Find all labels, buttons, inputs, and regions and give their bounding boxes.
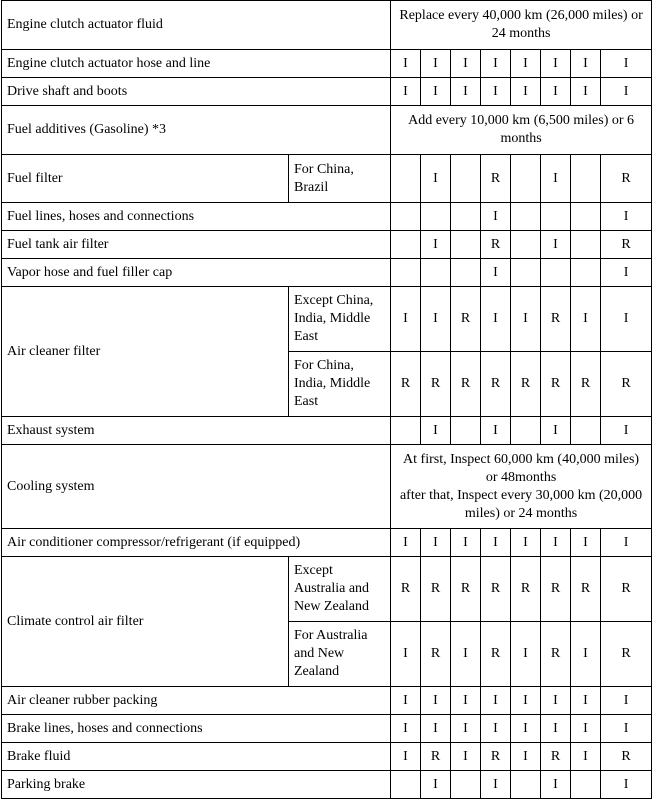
- interval-mark: I: [421, 287, 451, 352]
- item-label: Parking brake: [2, 771, 391, 799]
- interval-mark: R: [511, 352, 541, 417]
- interval-mark: I: [451, 529, 481, 557]
- interval-mark: I: [571, 529, 601, 557]
- interval-mark: I: [421, 50, 451, 78]
- interval-mark: [511, 203, 541, 231]
- interval-mark: R: [451, 287, 481, 352]
- interval-mark: I: [511, 529, 541, 557]
- interval-mark: R: [481, 743, 511, 771]
- item-label: Fuel filter: [2, 155, 289, 203]
- interval-mark: I: [421, 715, 451, 743]
- interval-mark: I: [541, 771, 571, 799]
- interval-mark: I: [601, 687, 652, 715]
- interval-mark: [391, 771, 421, 799]
- interval-mark: I: [451, 687, 481, 715]
- interval-mark: I: [481, 687, 511, 715]
- interval-mark: I: [571, 687, 601, 715]
- item-label: Vapor hose and fuel filler cap: [2, 259, 391, 287]
- interval-mark: R: [481, 352, 511, 417]
- maintenance-schedule-table: [1, 0, 652, 799]
- table-row: [2, 78, 652, 106]
- item-label: Engine clutch actuator fluid: [2, 1, 391, 50]
- interval-mark: [571, 771, 601, 799]
- interval-mark: I: [571, 50, 601, 78]
- table-row: [2, 771, 652, 799]
- item-label: Fuel lines, hoses and connections: [2, 203, 391, 231]
- item-label: Exhaust system: [2, 417, 391, 445]
- table-row: [2, 445, 652, 529]
- interval-mark: [571, 155, 601, 203]
- interval-mark: I: [421, 529, 451, 557]
- interval-mark: [571, 231, 601, 259]
- interval-mark: R: [601, 352, 652, 417]
- interval-mark: R: [601, 557, 652, 622]
- interval-mark: [391, 231, 421, 259]
- interval-mark: I: [571, 743, 601, 771]
- interval-mark: [451, 259, 481, 287]
- interval-note-line: At first, Inspect 60,000 km (40,000 miles) or 48months: [403, 451, 640, 485]
- interval-mark: I: [481, 78, 511, 106]
- item-label: Cooling system: [2, 445, 391, 529]
- interval-mark: I: [481, 771, 511, 799]
- interval-mark: I: [481, 287, 511, 352]
- interval-mark: I: [571, 715, 601, 743]
- interval-mark: I: [421, 687, 451, 715]
- interval-mark: I: [541, 529, 571, 557]
- item-label: Fuel additives (Gasoline) *3: [2, 106, 391, 155]
- interval-mark: [451, 231, 481, 259]
- interval-mark: I: [511, 50, 541, 78]
- interval-mark: R: [481, 622, 511, 687]
- interval-mark: [571, 259, 601, 287]
- interval-mark: I: [541, 231, 571, 259]
- table-row: [2, 106, 652, 155]
- table-row: [2, 529, 652, 557]
- table-row: [2, 417, 652, 445]
- table-row: [2, 155, 652, 203]
- interval-mark: R: [541, 743, 571, 771]
- interval-mark: I: [451, 743, 481, 771]
- table-row: [2, 743, 652, 771]
- item-label: Drive shaft and boots: [2, 78, 391, 106]
- interval-note: Add every 10,000 km (6,500 miles) or 6 months: [391, 106, 652, 155]
- interval-mark: I: [481, 715, 511, 743]
- item-condition: Except China, India, Middle East: [289, 287, 391, 352]
- interval-mark: [511, 771, 541, 799]
- table-row: [2, 50, 652, 78]
- interval-mark: I: [511, 622, 541, 687]
- interval-mark: I: [541, 687, 571, 715]
- interval-mark: I: [481, 203, 511, 231]
- interval-mark: I: [421, 231, 451, 259]
- interval-mark: I: [601, 771, 652, 799]
- interval-mark: I: [391, 687, 421, 715]
- interval-mark: I: [571, 622, 601, 687]
- interval-mark: R: [421, 622, 451, 687]
- interval-mark: I: [481, 259, 511, 287]
- interval-mark: R: [541, 287, 571, 352]
- interval-mark: I: [421, 78, 451, 106]
- interval-mark: I: [451, 715, 481, 743]
- item-label: Air cleaner rubber packing: [2, 687, 391, 715]
- interval-mark: [571, 203, 601, 231]
- interval-mark: I: [541, 417, 571, 445]
- table-row: [2, 1, 652, 50]
- interval-mark: R: [451, 557, 481, 622]
- interval-mark: [511, 259, 541, 287]
- item-condition: For Australia and New Zealand: [289, 622, 391, 687]
- interval-mark: R: [601, 155, 652, 203]
- schedule-body: [2, 1, 652, 799]
- item-label: Air conditioner compressor/refrigerant (if equipped): [2, 529, 391, 557]
- interval-mark: [421, 203, 451, 231]
- interval-note-line: after that, Inspect every 30,000 km (20,000 miles) or 24 months: [399, 487, 643, 521]
- table-row: [2, 687, 652, 715]
- interval-mark: R: [571, 557, 601, 622]
- item-condition: For China, India, Middle East: [289, 352, 391, 417]
- interval-mark: I: [571, 287, 601, 352]
- interval-mark: I: [601, 203, 652, 231]
- interval-mark: I: [601, 529, 652, 557]
- interval-mark: I: [451, 622, 481, 687]
- interval-mark: I: [601, 259, 652, 287]
- interval-mark: I: [511, 78, 541, 106]
- interval-mark: R: [511, 557, 541, 622]
- interval-mark: I: [601, 78, 652, 106]
- interval-mark: [541, 259, 571, 287]
- interval-mark: [391, 417, 421, 445]
- interval-mark: I: [541, 78, 571, 106]
- table-row: [2, 557, 652, 622]
- interval-mark: [541, 203, 571, 231]
- interval-mark: R: [541, 557, 571, 622]
- interval-mark: I: [421, 417, 451, 445]
- item-label: Brake lines, hoses and connections: [2, 715, 391, 743]
- interval-mark: I: [541, 155, 571, 203]
- interval-mark: I: [601, 287, 652, 352]
- interval-mark: I: [601, 417, 652, 445]
- interval-mark: [391, 259, 421, 287]
- interval-mark: [571, 417, 601, 445]
- interval-mark: R: [391, 557, 421, 622]
- interval-mark: R: [421, 557, 451, 622]
- interval-mark: I: [451, 50, 481, 78]
- interval-mark: I: [391, 78, 421, 106]
- interval-mark: R: [391, 352, 421, 417]
- interval-mark: [451, 417, 481, 445]
- interval-note: Replace every 40,000 km (26,000 miles) or 24 months: [391, 1, 652, 50]
- interval-mark: I: [391, 50, 421, 78]
- table-row: [2, 287, 652, 352]
- interval-mark: R: [571, 352, 601, 417]
- interval-mark: I: [511, 287, 541, 352]
- table-row: [2, 203, 652, 231]
- interval-mark: [511, 417, 541, 445]
- interval-mark: R: [421, 743, 451, 771]
- interval-mark: I: [511, 743, 541, 771]
- interval-mark: [391, 203, 421, 231]
- interval-mark: R: [541, 622, 571, 687]
- interval-mark: I: [421, 155, 451, 203]
- interval-mark: [451, 203, 481, 231]
- item-label: Engine clutch actuator hose and line: [2, 50, 391, 78]
- interval-mark: R: [481, 557, 511, 622]
- interval-mark: I: [571, 78, 601, 106]
- item-label: Brake fluid: [2, 743, 391, 771]
- interval-mark: I: [481, 50, 511, 78]
- interval-mark: I: [601, 50, 652, 78]
- interval-mark: I: [511, 715, 541, 743]
- interval-mark: R: [601, 622, 652, 687]
- interval-mark: R: [601, 231, 652, 259]
- table-row: [2, 259, 652, 287]
- interval-mark: [451, 771, 481, 799]
- interval-mark: I: [391, 287, 421, 352]
- interval-mark: R: [481, 231, 511, 259]
- interval-mark: R: [421, 352, 451, 417]
- interval-mark: R: [601, 743, 652, 771]
- table-row: [2, 231, 652, 259]
- item-label: Fuel tank air filter: [2, 231, 391, 259]
- interval-mark: I: [541, 50, 571, 78]
- interval-mark: [511, 231, 541, 259]
- interval-mark: I: [481, 417, 511, 445]
- interval-mark: R: [451, 352, 481, 417]
- interval-mark: I: [601, 715, 652, 743]
- interval-mark: I: [391, 622, 421, 687]
- interval-mark: [511, 155, 541, 203]
- interval-mark: R: [481, 155, 511, 203]
- interval-mark: I: [511, 687, 541, 715]
- interval-mark: [421, 259, 451, 287]
- interval-mark: [451, 155, 481, 203]
- item-label: Climate control air filter: [2, 557, 289, 687]
- interval-mark: I: [391, 743, 421, 771]
- interval-mark: [391, 155, 421, 203]
- table-row: [2, 715, 652, 743]
- item-condition: For China, Brazil: [289, 155, 391, 203]
- interval-mark: I: [541, 715, 571, 743]
- item-condition: Except Australia and New Zealand: [289, 557, 391, 622]
- interval-mark: I: [481, 529, 511, 557]
- interval-mark: I: [391, 529, 421, 557]
- interval-mark: I: [421, 771, 451, 799]
- interval-mark: R: [541, 352, 571, 417]
- item-label: Air cleaner filter: [2, 287, 289, 417]
- interval-note: [391, 445, 652, 529]
- interval-mark: I: [391, 715, 421, 743]
- interval-mark: I: [451, 78, 481, 106]
